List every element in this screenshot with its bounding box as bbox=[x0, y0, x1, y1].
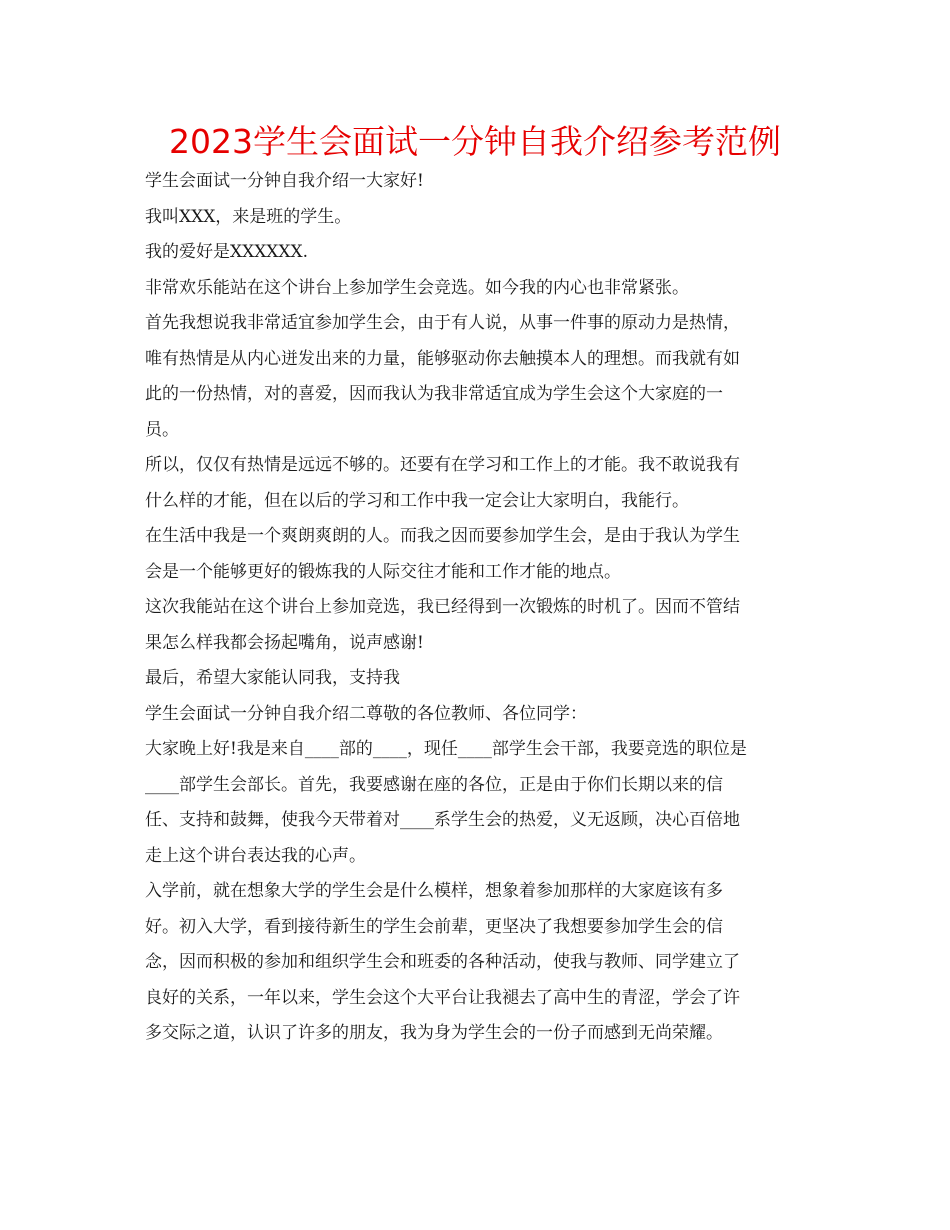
body-line: 念，因而积极的参加和组织学生会和班委的各种活动，使我与教师、同学建立了 bbox=[145, 952, 740, 972]
body-line: 非常欢乐能站在这个讲台上参加学生会竞选。如今我的内心也非常紧张。 bbox=[145, 277, 689, 298]
body-line: 果怎么样我都会扬起嘴角，说声感谢! bbox=[145, 632, 424, 653]
body-line: 在生活中我是一个爽朗爽朗的人。而我之因而要参加学生会，是由于我认为学生 bbox=[145, 526, 740, 546]
body-line: 多交际之道，认识了许多的朋友，我为身为学生会的一份子而感到无尚荣耀。 bbox=[145, 1023, 723, 1043]
body-line: 员。 bbox=[145, 419, 179, 440]
body-line: 这次我能站在这个讲台上参加竞选，我已经得到一次锻炼的时机了。因而不管结 bbox=[145, 597, 740, 617]
body-line: 学生会面试一分钟自我介绍一大家好! bbox=[145, 171, 424, 191]
body-line: 任、支持和鼓舞，使我今天带着对____系学生会的热爱，义无返顾，决心百倍地 bbox=[145, 810, 740, 830]
document-body bbox=[145, 164, 825, 1052]
body-line: 所以，仅仅有热情是远远不够的。还要有在学习和工作上的才能。我不敢说我有 bbox=[145, 455, 740, 475]
body-line: 良好的关系，一年以来，学生会这个大平台让我褪去了高中生的青涩，学会了许 bbox=[145, 987, 740, 1008]
body-line: 入学前，就在想象大学的学生会是什么模样，想象着参加那样的大家庭该有多 bbox=[145, 881, 723, 901]
body-line: 好。初入大学，看到接待新生的学生会前辈，更坚决了我想要参加学生会的信 bbox=[145, 916, 723, 937]
body-line: 会是一个能够更好的锻炼我的人际交往才能和工作才能的地点。 bbox=[145, 561, 621, 582]
body-line: 什么样的才能，但在以后的学习和工作中我一定会让大家明白，我能行。 bbox=[145, 490, 689, 511]
body-line: 最后，希望大家能认同我，支持我 bbox=[145, 668, 400, 688]
body-line: 大家晚上好!我是来自____部的____，现任____部学生会干部，我要竞选的职位是 bbox=[145, 739, 747, 759]
body-line: 学生会面试一分钟自我介绍二尊敬的各位教师、各位同学： bbox=[145, 703, 587, 724]
body-line: 我的爱好是XXXXXX. bbox=[145, 242, 309, 262]
body-line: 走上这个讲台表达我的心声。 bbox=[145, 845, 366, 866]
body-line: 我叫XXX，来是班的学生。 bbox=[145, 206, 352, 227]
document-title: 2023学生会面试一分钟自我介绍参考范例 bbox=[169, 122, 781, 161]
body-line: 首先我想说我非常适宜参加学生会，由于有人说，从事一件事的原动力是热情， bbox=[145, 313, 740, 333]
body-line: 唯有热情是从内心迸发出来的力量，能够驱动你去触摸本人的理想。而我就有如 bbox=[145, 348, 740, 369]
body-line: ____部学生会部长。首先，我要感谢在座的各位，正是由于你们长期以来的信 bbox=[145, 774, 723, 795]
body-line: 此的一份热情，对的喜爱，因而我认为我非常适宜成为学生会这个大家庭的一 bbox=[145, 384, 723, 404]
